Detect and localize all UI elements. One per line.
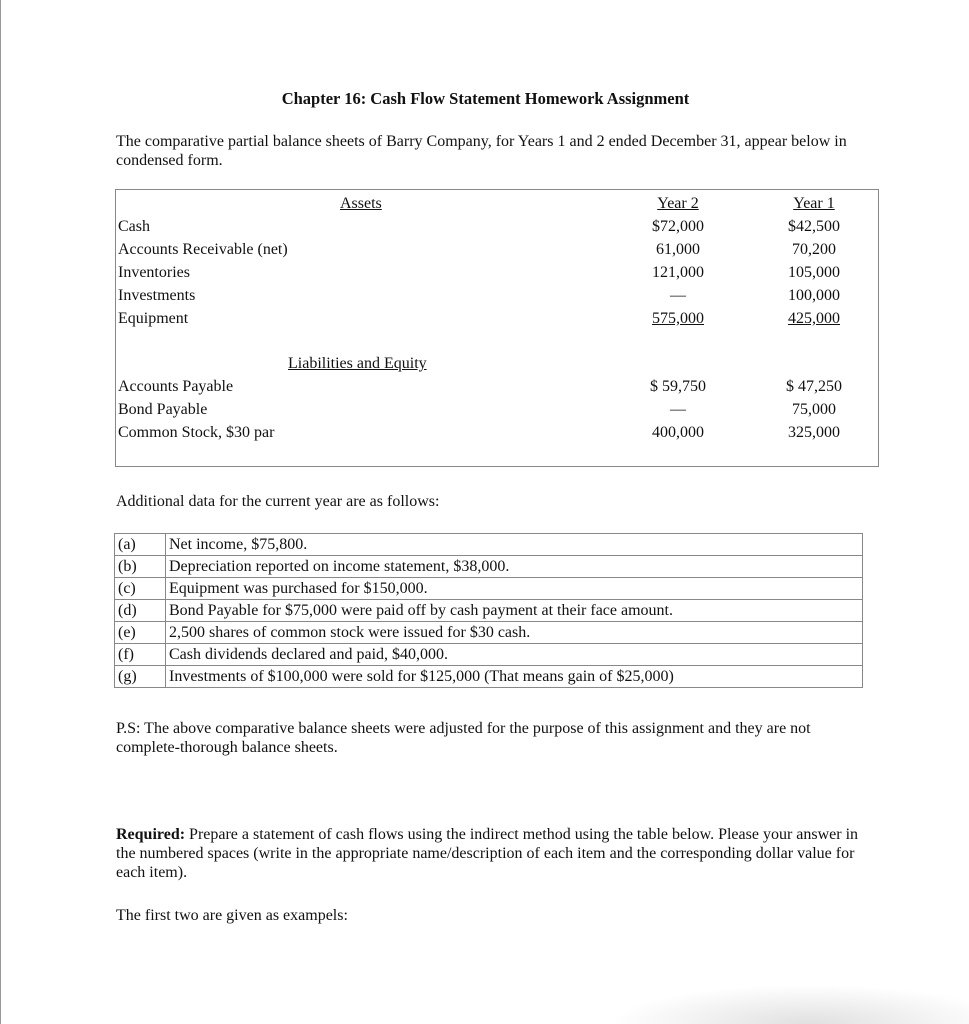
- cell-year1: $42,500: [788, 218, 840, 235]
- cell-label: Bond Payable: [118, 401, 208, 418]
- balance-row: [118, 421, 878, 444]
- cell-label: Accounts Payable: [118, 378, 234, 395]
- cell-year1: 70,200: [792, 241, 836, 258]
- balance-row: [118, 375, 878, 398]
- item-text: Net income, $75,800.: [166, 534, 863, 556]
- cell-year1: 75,000: [792, 401, 836, 418]
- additional-data-table: [114, 533, 863, 688]
- item-text: Investments of $100,000 were sold for $125,000 (That means gain of $25,000): [166, 666, 863, 688]
- item-key: (c): [115, 578, 166, 600]
- required-paragraph: [116, 825, 861, 882]
- cell-year2: $ 59,750: [650, 378, 706, 395]
- balance-sheet-table: [115, 189, 879, 467]
- cell-year2: $72,000: [652, 218, 704, 235]
- cell-label: Equipment: [118, 310, 189, 327]
- item-text: Bond Payable for $75,000 were paid off by cash payment at their face amount.: [166, 600, 863, 622]
- item-key: (a): [115, 534, 166, 556]
- balance-row: [118, 261, 878, 284]
- year2-heading: Year 2: [657, 195, 699, 212]
- cell-year2: 61,000: [656, 241, 700, 258]
- assets-heading: Assets: [340, 195, 382, 212]
- item-text: Cash dividends declared and paid, $40,000.: [166, 644, 863, 666]
- cell-label: Common Stock, $30 par: [118, 424, 275, 441]
- required-label: Required:: [116, 826, 186, 843]
- item-key: (e): [115, 622, 166, 644]
- cell-label: Investments: [118, 287, 196, 304]
- additional-row: [115, 600, 863, 622]
- ps-note: P.S: The above comparative balance sheets were adjusted for the purpose of this assignment and they are not complete-thorough balance sheets.: [116, 720, 811, 756]
- cell-year1: 105,000: [788, 264, 840, 281]
- cell-year2: 400,000: [652, 424, 704, 441]
- item-key: (g): [115, 666, 166, 688]
- balance-row: [118, 238, 878, 261]
- required-text: Prepare a statement of cash flows using the indirect method using the table below. Please your answer in the numbered spaces (write in the appropriate name/description of each item and the corresponding dollar value for each item).: [116, 826, 859, 881]
- item-text: Depreciation reported on income statement, $38,000.: [166, 556, 863, 578]
- additional-row: [115, 644, 863, 666]
- item-text: Equipment was purchased for $150,000.: [166, 578, 863, 600]
- page-title: Chapter 16: Cash Flow Statement Homework Assignment: [281, 89, 690, 108]
- item-key: (f): [115, 644, 166, 666]
- additional-row: [115, 556, 863, 578]
- additional-row: [115, 666, 863, 688]
- additional-row: [115, 578, 863, 600]
- balance-row: [118, 398, 878, 421]
- year1-heading: Year 1: [793, 195, 835, 212]
- cell-year1: 325,000: [788, 424, 840, 441]
- cell-year2: —: [670, 287, 686, 304]
- cell-label: Inventories: [118, 264, 190, 281]
- additional-heading: Additional data for the current year are as follows:: [116, 493, 440, 510]
- balance-row: [118, 284, 878, 307]
- cell-year2: 121,000: [652, 264, 704, 281]
- liabilities-heading: Liabilities and Equity: [288, 355, 427, 372]
- balance-row: [118, 215, 878, 238]
- cell-year1: $ 47,250: [786, 378, 842, 395]
- cell-year2: 575,000: [652, 310, 704, 327]
- cell-year1: 100,000: [788, 287, 840, 304]
- cell-year2: —: [670, 401, 686, 418]
- balance-row: [118, 307, 878, 330]
- item-text: 2,500 shares of common stock were issued for $30 cash.: [166, 622, 863, 644]
- item-key: (d): [115, 600, 166, 622]
- cell-year1: 425,000: [788, 310, 840, 327]
- item-key: (b): [115, 556, 166, 578]
- cell-label: Accounts Receivable (net): [118, 241, 288, 258]
- page-shadow: [609, 984, 969, 1024]
- additional-row: [115, 622, 863, 644]
- intro-paragraph: The comparative partial balance sheets of Barry Company, for Years 1 and 2 ended December 31, appear below in condensed form.: [116, 133, 847, 169]
- examples-note: The first two are given as exampels:: [116, 907, 348, 924]
- cell-label: Cash: [118, 218, 150, 235]
- additional-row: [115, 534, 863, 556]
